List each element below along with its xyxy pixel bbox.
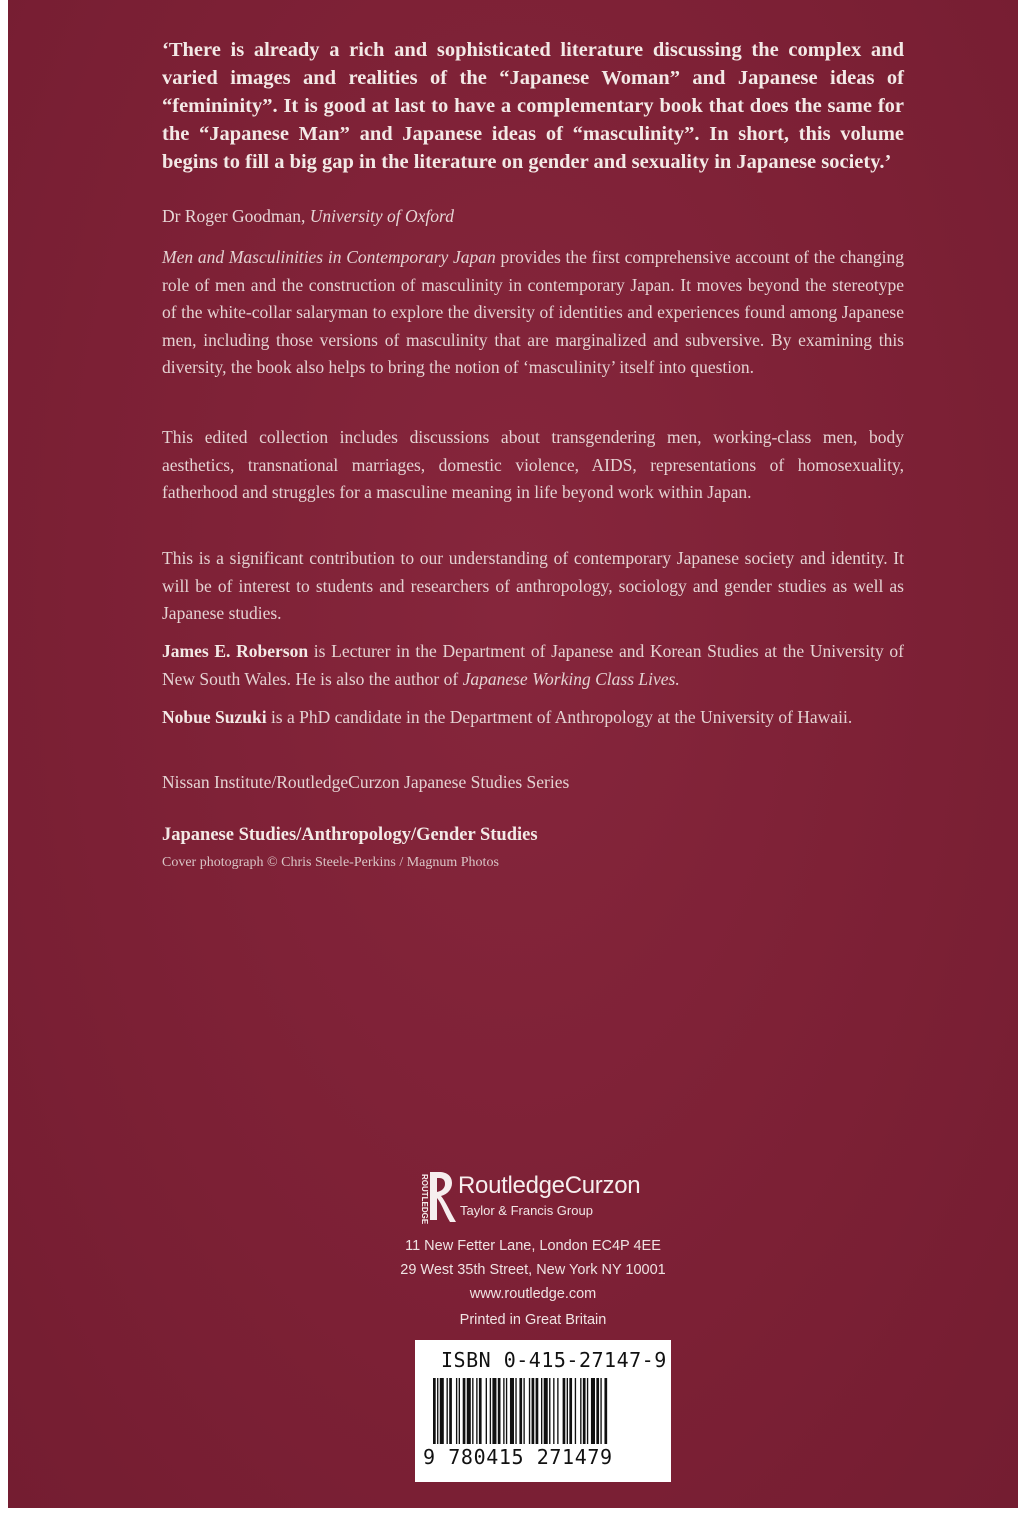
quote-affiliation: University of Oxford xyxy=(309,206,454,226)
barcode-bar xyxy=(580,1378,581,1444)
barcode-bar xyxy=(575,1378,576,1444)
barcode-bar xyxy=(544,1378,548,1444)
editor-book: Japanese Working Class Lives. xyxy=(462,668,680,689)
editor-bio-roberson xyxy=(162,638,904,693)
barcode-bar xyxy=(476,1378,477,1444)
cover-credit: Cover photograph © Chris Steele-Perkins / Magnum Photos xyxy=(162,855,499,870)
barcode-bar xyxy=(563,1378,566,1444)
barcode-bar xyxy=(492,1378,496,1444)
publisher-logo xyxy=(406,1168,696,1228)
barcode-bar xyxy=(447,1378,448,1444)
address-london: 11 New Fetter Lane, London EC4P 4EE xyxy=(405,1238,661,1254)
description-paragraph-3: This is a significant contribution to our understanding of contemporary Japanese society and identity. It will be of interest to students and researchers of anthropology, sociology and gender studies as well as Japanese studies. xyxy=(162,548,904,623)
isbn-digits: 9 780415 271479 xyxy=(423,1445,613,1469)
barcode-bar xyxy=(600,1378,601,1444)
subject-categories: Japanese Studies/Anthropology/Gender Studies xyxy=(162,825,538,845)
endorsement-quote: ‘There is already a rich and sophisticated literature discussing the complex and varied images and realities of the “Japanese Woman” and Japanese ideas of “femininity”. It is good at last to have a complementary book that does the same for the “Japanese Man” and Japanese ideas of “masculinity”. In short, this volume begins to fill a big gap in the literature on gender and sexuality in Japanese society.’ xyxy=(162,39,904,173)
barcode-bar xyxy=(433,1378,436,1444)
editor-bio: is a PhD candidate in the Department of Anthropology at the University of Hawaii. xyxy=(266,707,853,727)
barcode-bar xyxy=(503,1378,504,1444)
editor-bio-suzuki xyxy=(162,704,904,732)
series-line: Nissan Institute/RoutledgeCurzon Japanese Studies Series xyxy=(162,772,570,792)
barcode xyxy=(433,1378,655,1444)
isbn-barcode-box xyxy=(415,1340,671,1482)
description-paragraph-1 xyxy=(162,244,904,382)
description-paragraph-2: This edited collection includes discussions about transgendering men, working-class men, body aesthetics, transnational marriages, domestic violence, AIDS, representations of homosexuality, fatherhood and struggles for a masculine meaning in life beyond work within Japan. xyxy=(162,427,904,502)
publisher-group: Taylor & Francis Group xyxy=(460,1203,593,1218)
barcode-bar xyxy=(523,1378,524,1444)
editor-bio: is Lecturer in the Department of Japanese and Korean Studies at the University of New South Wales. He is also the author of xyxy=(162,641,904,689)
barcode-bar xyxy=(604,1378,607,1444)
barcode-bar xyxy=(567,1378,568,1444)
logo-vertical-text: ROUTLEDGE xyxy=(420,1174,429,1225)
barcode-bar xyxy=(536,1378,539,1444)
barcode-bar xyxy=(583,1378,586,1444)
barcode-bar xyxy=(459,1378,460,1444)
back-cover xyxy=(8,0,1018,1508)
barcode-bar xyxy=(591,1378,595,1444)
barcode-bar xyxy=(553,1378,554,1444)
barcode-bar xyxy=(529,1378,530,1444)
barcode-bar xyxy=(515,1378,516,1444)
description-p1-text: provides the first comprehensive account of the changing role of men and the construction of masculinity in contemporary Japan. It moves beyond the stereotype of the white-collar salaryman to explore the diversity of identities and experiences found among Japanese men, including those versions of masculinity that are marginalized and subversive. By examining this diversity, the book also helps to bring the notion of ‘masculinity’ itself into question. xyxy=(162,247,904,377)
barcode-bar xyxy=(506,1378,507,1444)
routledge-r-icon xyxy=(406,1168,456,1228)
barcode-bar xyxy=(467,1378,471,1444)
barcode-bar xyxy=(596,1378,599,1444)
isbn-label: ISBN 0-415-27147-9 xyxy=(441,1348,667,1372)
barcode-bar xyxy=(519,1378,522,1444)
barcode-bar xyxy=(456,1378,457,1444)
barcode-bar xyxy=(449,1378,452,1444)
quote-author: Dr Roger Goodman, xyxy=(162,206,306,226)
barcode-bar xyxy=(490,1378,491,1444)
barcode-bar xyxy=(463,1378,466,1444)
barcode-bar xyxy=(532,1378,535,1444)
barcode-bar xyxy=(557,1378,558,1444)
quote-attribution xyxy=(162,206,904,227)
address-new-york: 29 West 35th Street, New York NY 10001 xyxy=(400,1262,666,1278)
barcode-bar xyxy=(479,1378,482,1444)
barcode-bar xyxy=(587,1378,588,1444)
editor-name: Nobue Suzuki xyxy=(162,707,267,727)
printed-in: Printed in Great Britain xyxy=(459,1312,607,1328)
barcode-bar xyxy=(437,1378,438,1444)
barcode-bar xyxy=(569,1378,572,1444)
barcode-bar xyxy=(541,1378,542,1444)
barcode-bar xyxy=(498,1378,501,1444)
publisher-name: RoutledgeCurzon xyxy=(458,1172,641,1199)
publisher-website: www.routledge.com xyxy=(469,1286,597,1302)
book-title: Men and Masculinities in Contemporary Japan xyxy=(162,247,496,267)
barcode-bar xyxy=(440,1378,444,1444)
editor-name: James E. Roberson xyxy=(162,641,309,661)
barcode-bar xyxy=(549,1378,550,1444)
barcode-bar xyxy=(472,1378,473,1444)
barcode-bar xyxy=(486,1378,487,1444)
barcode-bar xyxy=(510,1378,514,1444)
